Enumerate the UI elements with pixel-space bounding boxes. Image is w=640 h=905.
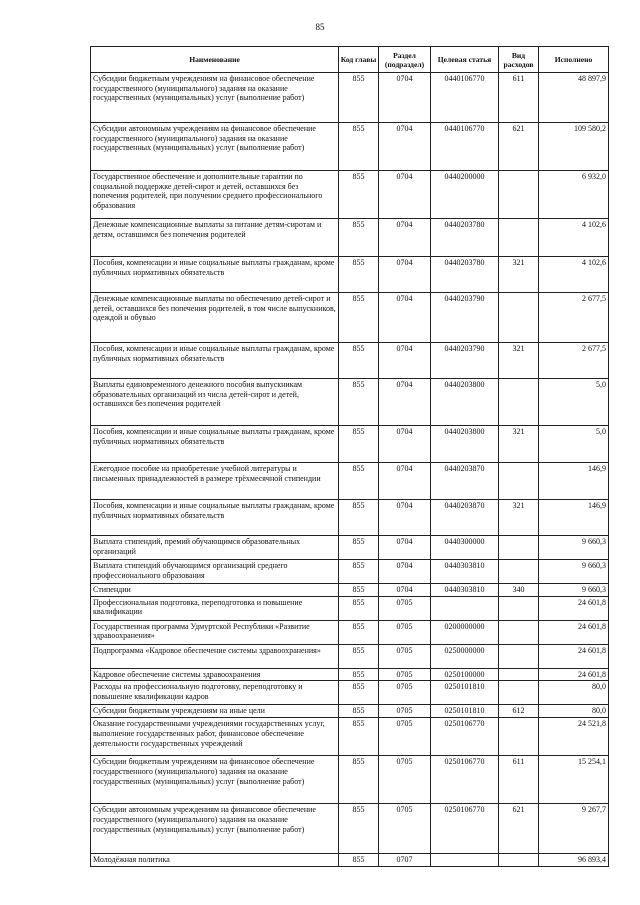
row-kind: 612	[499, 705, 539, 718]
row-article: 0250100000	[431, 668, 499, 681]
row-code: 855	[339, 123, 379, 171]
table-row	[91, 718, 609, 756]
header-section: Раздел (подраздел)	[379, 47, 431, 73]
row-kind	[499, 644, 539, 668]
table-row	[91, 668, 609, 681]
row-code: 855	[339, 219, 379, 257]
table-row	[91, 681, 609, 705]
row-value: 24 601,8	[539, 668, 609, 681]
row-kind: 321	[499, 257, 539, 293]
row-value: 15 254,1	[539, 756, 609, 804]
row-value: 4 102,6	[539, 219, 609, 257]
row-value: 5,0	[539, 379, 609, 426]
row-article: 0250106770	[431, 718, 499, 756]
row-article: 0440303810	[431, 584, 499, 597]
table-body	[91, 73, 609, 867]
row-article: 0440203800	[431, 379, 499, 426]
row-article: 0440203780	[431, 257, 499, 293]
row-name: Денежные компенсационные выплаты за питание детям-сиротам и детям, оставшимся без попечения родителей	[91, 219, 339, 257]
row-section: 0704	[379, 73, 431, 123]
row-kind: 321	[499, 343, 539, 379]
row-value: 6 932,0	[539, 171, 609, 219]
row-value: 24 601,8	[539, 644, 609, 668]
row-name: Кадровое обеспечение системы здравоохранения	[91, 668, 339, 681]
table-row	[91, 536, 609, 560]
table-row	[91, 500, 609, 536]
row-section: 0704	[379, 560, 431, 584]
table-row	[91, 426, 609, 463]
row-section: 0705	[379, 718, 431, 756]
row-kind: 611	[499, 756, 539, 804]
row-section: 0705	[379, 756, 431, 804]
row-article: 0250101810	[431, 705, 499, 718]
row-article: 0440200000	[431, 171, 499, 219]
row-section: 0704	[379, 584, 431, 597]
row-name: Пособия, компенсации и иные социальные выплаты гражданам, кроме публичных нормативных обязательств	[91, 426, 339, 463]
row-code: 855	[339, 560, 379, 584]
row-name: Пособия, компенсации и иные социальные выплаты гражданам, кроме публичных нормативных обязательств	[91, 500, 339, 536]
table-row	[91, 854, 609, 867]
row-value: 24 601,8	[539, 620, 609, 644]
row-value: 96 893,4	[539, 854, 609, 867]
row-name: Субсидии автономным учреждениям на финансовое обеспечение государственного (муниципального) задания на оказание государственных (муниципальных) услуг (выполнение работ)	[91, 804, 339, 854]
row-section: 0707	[379, 854, 431, 867]
row-name: Расходы на профессиональную подготовку, переподготовку и повышение квалификации кадров	[91, 681, 339, 705]
header-kind: Вид расходов	[499, 47, 539, 73]
row-code: 855	[339, 500, 379, 536]
row-section: 0705	[379, 705, 431, 718]
table-row	[91, 343, 609, 379]
row-name: Оказание государственными учреждениями государственных услуг, выполнение государственных работ, финансовое обеспечение деятельности государственных учреждений	[91, 718, 339, 756]
row-kind	[499, 560, 539, 584]
row-section: 0705	[379, 804, 431, 854]
table-row	[91, 123, 609, 171]
table-row	[91, 644, 609, 668]
row-code: 855	[339, 257, 379, 293]
row-article: 0440106770	[431, 123, 499, 171]
row-name: Выплаты единовременного денежного пособия выпускникам образовательных организаций из числа детей-сирот и детей, оставшихся без попечения родителей	[91, 379, 339, 426]
row-section: 0704	[379, 257, 431, 293]
row-section: 0704	[379, 500, 431, 536]
row-kind	[499, 293, 539, 343]
row-name: Подпрограмма «Кадровое обеспечение системы здравоохранения»	[91, 644, 339, 668]
row-value: 80,0	[539, 705, 609, 718]
row-name: Стипендии	[91, 584, 339, 597]
table-row	[91, 73, 609, 123]
row-code: 855	[339, 293, 379, 343]
row-code: 855	[339, 463, 379, 500]
row-article: 0440203870	[431, 500, 499, 536]
row-kind: 321	[499, 500, 539, 536]
row-name: Молодёжная политика	[91, 854, 339, 867]
row-article: 0200000000	[431, 620, 499, 644]
row-code: 855	[339, 718, 379, 756]
row-article: 0440303810	[431, 560, 499, 584]
row-value: 146,9	[539, 500, 609, 536]
row-name: Субсидии автономным учреждениям на финансовое обеспечение государственного (муниципального) задания на оказание государственных (муниципальных) услуг (выполнение работ)	[91, 123, 339, 171]
row-value: 48 897,9	[539, 73, 609, 123]
row-value: 2 677,5	[539, 293, 609, 343]
row-code: 855	[339, 668, 379, 681]
header-code: Код главы	[339, 47, 379, 73]
table-row	[91, 379, 609, 426]
header-article: Целевая статья	[431, 47, 499, 73]
row-code: 855	[339, 804, 379, 854]
row-code: 855	[339, 379, 379, 426]
table-row	[91, 756, 609, 804]
row-article	[431, 596, 499, 620]
row-kind: 321	[499, 426, 539, 463]
row-name: Денежные компенсационные выплаты по обеспечению детей-сирот и детей, оставшихся без попечения родителей, в том числе выпускников, одеждой и обувью	[91, 293, 339, 343]
header-name: Наименование	[91, 47, 339, 73]
row-article: 0440203870	[431, 463, 499, 500]
row-code: 855	[339, 171, 379, 219]
row-kind	[499, 463, 539, 500]
row-article: 0440203790	[431, 293, 499, 343]
row-name: Субсидии бюджетным учреждениям на иные цели	[91, 705, 339, 718]
row-name: Субсидии бюджетным учреждениям на финансовое обеспечение государственного (муниципального) задания на оказание государственных (муниципальных) услуг (выполнение работ)	[91, 73, 339, 123]
budget-execution-table	[90, 46, 609, 867]
row-code: 855	[339, 536, 379, 560]
table-row	[91, 171, 609, 219]
row-code: 855	[339, 584, 379, 597]
row-name: Профессиональная подготовка, переподготовка и повышение квалификации	[91, 596, 339, 620]
row-code: 855	[339, 681, 379, 705]
row-section: 0704	[379, 379, 431, 426]
table-row	[91, 584, 609, 597]
table-header-row	[91, 47, 609, 73]
row-article: 0250101810	[431, 681, 499, 705]
row-kind	[499, 668, 539, 681]
row-section: 0704	[379, 219, 431, 257]
row-section: 0705	[379, 644, 431, 668]
table-row	[91, 293, 609, 343]
row-code: 855	[339, 426, 379, 463]
row-value: 9 660,3	[539, 584, 609, 597]
row-kind: 621	[499, 804, 539, 854]
row-kind	[499, 596, 539, 620]
row-code: 855	[339, 854, 379, 867]
row-name: Субсидии бюджетным учреждениям на финансовое обеспечение государственного (муниципального) задания на оказание государственных (муниципальных) услуг (выполнение работ)	[91, 756, 339, 804]
table-row	[91, 560, 609, 584]
row-article: 0440203790	[431, 343, 499, 379]
row-article: 0440106770	[431, 73, 499, 123]
row-code: 855	[339, 73, 379, 123]
table-row	[91, 219, 609, 257]
row-kind: 340	[499, 584, 539, 597]
table-row	[91, 257, 609, 293]
table-row	[91, 596, 609, 620]
row-kind	[499, 379, 539, 426]
row-kind: 621	[499, 123, 539, 171]
row-section: 0704	[379, 536, 431, 560]
row-article: 0440203780	[431, 219, 499, 257]
row-article	[431, 854, 499, 867]
row-article: 0250106770	[431, 804, 499, 854]
row-value: 9 660,3	[539, 536, 609, 560]
row-kind	[499, 536, 539, 560]
row-name: Пособия, компенсации и иные социальные выплаты гражданам, кроме публичных нормативных обязательств	[91, 343, 339, 379]
row-kind	[499, 854, 539, 867]
row-kind	[499, 219, 539, 257]
header-value: Исполнено	[539, 47, 609, 73]
row-article: 0250106770	[431, 756, 499, 804]
row-name: Выплата стипендий, премий обучающимся образовательных организаций	[91, 536, 339, 560]
row-code: 855	[339, 756, 379, 804]
row-code: 855	[339, 705, 379, 718]
row-name: Государственное обеспечение и дополнительные гарантии по социальной поддержке детей-сирот и детей, оставшихся без попечения родителей, при получении среднего профессионального образования	[91, 171, 339, 219]
row-section: 0704	[379, 426, 431, 463]
row-article: 0440300000	[431, 536, 499, 560]
row-section: 0704	[379, 343, 431, 379]
row-value: 80,0	[539, 681, 609, 705]
row-code: 855	[339, 596, 379, 620]
row-code: 855	[339, 644, 379, 668]
row-name: Пособия, компенсации и иные социальные выплаты гражданам, кроме публичных нормативных обязательств	[91, 257, 339, 293]
table-row	[91, 705, 609, 718]
row-section: 0705	[379, 668, 431, 681]
table-row	[91, 804, 609, 854]
row-kind: 611	[499, 73, 539, 123]
row-code: 855	[339, 620, 379, 644]
row-code: 855	[339, 343, 379, 379]
row-kind	[499, 620, 539, 644]
row-section: 0705	[379, 620, 431, 644]
row-section: 0704	[379, 463, 431, 500]
row-value: 4 102,6	[539, 257, 609, 293]
row-value: 109 580,2	[539, 123, 609, 171]
row-value: 5,0	[539, 426, 609, 463]
row-section: 0705	[379, 596, 431, 620]
row-article: 0250000000	[431, 644, 499, 668]
row-value: 9 267,7	[539, 804, 609, 854]
table-row	[91, 463, 609, 500]
row-name: Государственная программа Удмуртской Республики «Развитие здравоохранения»	[91, 620, 339, 644]
row-article: 0440203800	[431, 426, 499, 463]
table-row	[91, 620, 609, 644]
row-value: 24 601,8	[539, 596, 609, 620]
row-kind	[499, 718, 539, 756]
row-section: 0704	[379, 171, 431, 219]
row-value: 2 677,5	[539, 343, 609, 379]
row-section: 0704	[379, 123, 431, 171]
row-name: Выплата стипендий обучающимся организаций среднего профессионального образования	[91, 560, 339, 584]
row-value: 24 521,8	[539, 718, 609, 756]
row-name: Ежегодное пособие на приобретение учебной литературы и письменных принадлежностей в размере трёхмесячной стипендии	[91, 463, 339, 500]
row-value: 146,9	[539, 463, 609, 500]
row-section: 0705	[379, 681, 431, 705]
page-number: 85	[315, 22, 325, 32]
row-kind	[499, 171, 539, 219]
row-kind	[499, 681, 539, 705]
row-section: 0704	[379, 293, 431, 343]
row-value: 9 660,3	[539, 560, 609, 584]
